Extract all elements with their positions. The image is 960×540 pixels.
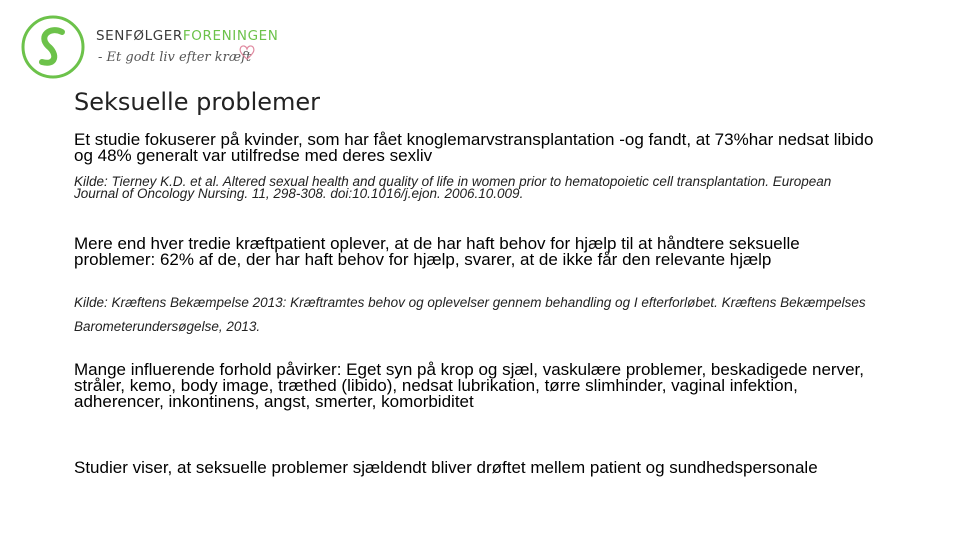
brand-name — [96, 28, 278, 44]
paragraph-study-women: Et studie fokuserer på kvinder, som har fået knoglemarvstransplantation -og fandt, at 73%har nedsat libido og 48% generalt var utilfredse med deres sexliv — [74, 130, 874, 165]
logo — [20, 14, 279, 84]
paragraph-influencing-factors: Mange influerende forhold påvirker: Eget syn på krop og sjæl, vaskulære problemer, beskadigede nerver, stråler, kemo, body image, træthed (libido), nedsat lubrikation, tørre slimhinder, vaginal infektion, adherencer, inkontinens, angst, smerter, komorbiditet — [74, 360, 864, 411]
brand-tagline: - Et godt liv efter kræft — [98, 50, 252, 65]
logo-s-icon — [20, 14, 86, 80]
slide-title: Seksuelle problemer — [74, 88, 321, 116]
heart-icon — [238, 44, 256, 60]
paragraph-studies-show: Studier viser, at seksuelle problemer sjældendt bliver drøftet mellem patient og sundhedspersonale — [74, 458, 818, 477]
paragraph-cancer-patients: Mere end hver tredie kræftpatient oplever, at de har haft behov for hjælp til at håndtere seksuelle problemer: 62% af de, der har haft behov for hjælp, svarer, at de ikke får den relevante hjælp — [74, 234, 800, 269]
citation-tierney: Kilde: Tierney K.D. et al. Altered sexual health and quality of life in women prior to hematopoietic cell transplantation. European Journal of Oncology Nursing. 11, 298-308. doi:10.1016/j.ejon. 2006.10.009. — [74, 174, 832, 201]
brand-part2: FORENINGEN — [182, 28, 279, 44]
citation-kraeftens-bekaempelse: Kilde: Kræftens Bekæmpelse 2013: Kræftramtes behov og oplevelser gennem behandling og I efterforløbet. Kræftens Bekæmpelses Barometerundersøgelse, 2013. — [74, 295, 866, 334]
brand-part1: SENFØLGER — [96, 28, 183, 44]
